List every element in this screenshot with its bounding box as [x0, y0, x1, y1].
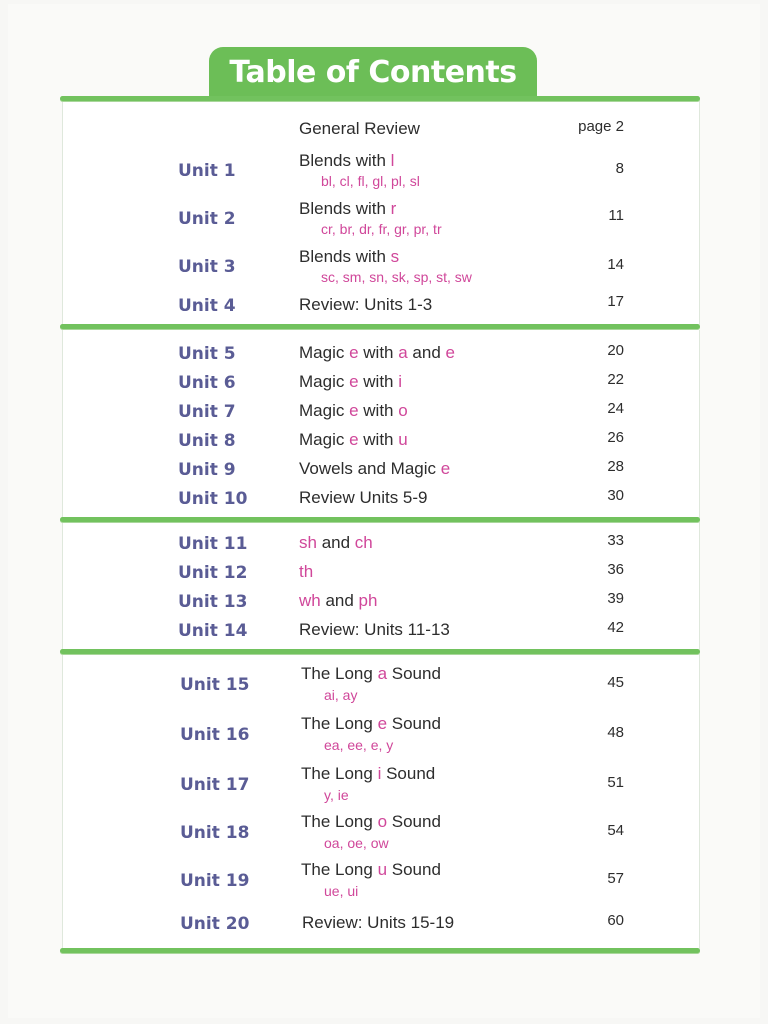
- unit-label: Unit 9: [178, 460, 236, 480]
- unit-label: Unit 10: [178, 489, 248, 509]
- unit-label: Unit 6: [178, 373, 236, 393]
- unit-label: Unit 19: [180, 871, 250, 891]
- unit-subtopic: bl, cl, fl, gl, pl, sl: [321, 173, 420, 189]
- unit-topic: Blends with r: [299, 199, 397, 218]
- page-title: Table of Contents: [209, 47, 537, 97]
- unit-page-number: 60: [607, 912, 624, 929]
- unit-page-number: 24: [607, 400, 624, 417]
- unit-topic: Magic e with u: [299, 430, 408, 449]
- unit-topic: sh and ch: [299, 533, 373, 552]
- unit-page-number: 11: [608, 207, 624, 224]
- unit-topic: The Long e Sound: [301, 714, 441, 733]
- divider-rule: [60, 517, 700, 522]
- unit-page-number: 22: [607, 371, 624, 388]
- unit-label: Unit 12: [178, 563, 248, 583]
- unit-label: Unit 3: [178, 257, 236, 277]
- unit-label: Unit 4: [178, 296, 236, 316]
- unit-topic: Magic e with o: [299, 401, 408, 420]
- unit-topic: th: [299, 562, 314, 581]
- unit-page-number: 17: [607, 293, 624, 310]
- unit-page-number: 57: [607, 870, 624, 887]
- unit-subtopic: cr, br, dr, fr, gr, pr, tr: [321, 221, 442, 237]
- unit-topic: Vowels and Magic e: [299, 459, 451, 478]
- unit-subtopic: ai, ay: [324, 687, 358, 703]
- unit-label: Unit 11: [178, 534, 248, 554]
- unit-label: Unit 20: [180, 914, 250, 934]
- unit-page-number: 28: [607, 458, 624, 475]
- unit-label: Unit 15: [180, 675, 250, 695]
- unit-page-number: 8: [615, 160, 624, 177]
- unit-subtopic: y, ie: [324, 787, 349, 803]
- unit-subtopic: ue, ui: [324, 883, 359, 899]
- unit-page-number: 45: [607, 674, 624, 691]
- section-panel-4: [62, 654, 700, 949]
- general-review-label: General Review: [299, 119, 420, 138]
- unit-topic: Blends with l: [299, 151, 395, 170]
- general-review-page: page 2: [578, 118, 624, 135]
- unit-topic: Review: Units 11-13: [299, 620, 450, 639]
- unit-label: Unit 1: [178, 161, 236, 181]
- unit-page-number: 30: [607, 487, 624, 504]
- unit-subtopic: oa, oe, ow: [324, 835, 389, 851]
- unit-page-number: 20: [607, 342, 624, 359]
- unit-label: Unit 7: [178, 402, 236, 422]
- unit-label: Unit 5: [178, 344, 236, 364]
- unit-label: Unit 13: [178, 592, 248, 612]
- divider-rule: [60, 324, 700, 329]
- unit-topic: The Long o Sound: [301, 812, 441, 831]
- unit-subtopic: ea, ee, e, y: [324, 737, 394, 753]
- unit-label: Unit 18: [180, 823, 250, 843]
- divider-rule: [60, 948, 700, 953]
- unit-label: Unit 14: [178, 621, 248, 641]
- unit-topic: The Long u Sound: [301, 860, 441, 879]
- unit-page-number: 54: [607, 822, 624, 839]
- unit-page-number: 26: [607, 429, 624, 446]
- unit-page-number: 14: [607, 256, 624, 273]
- unit-label: Unit 16: [180, 725, 250, 745]
- unit-page-number: 36: [607, 561, 624, 578]
- unit-topic: Review Units 5-9: [299, 488, 428, 507]
- unit-label: Unit 8: [178, 431, 236, 451]
- unit-topic: wh and ph: [299, 591, 378, 610]
- unit-page-number: 51: [607, 774, 624, 791]
- unit-label: Unit 2: [178, 209, 236, 229]
- unit-topic: Blends with s: [299, 247, 400, 266]
- unit-page-number: 39: [607, 590, 624, 607]
- unit-subtopic: sc, sm, sn, sk, sp, st, sw: [321, 269, 472, 285]
- unit-page-number: 33: [607, 532, 624, 549]
- divider-rule: [60, 649, 700, 654]
- unit-topic: The Long i Sound: [301, 764, 436, 783]
- divider-rule: [60, 96, 700, 101]
- unit-topic: Magic e with a and e: [299, 343, 455, 362]
- unit-page-number: 42: [607, 619, 624, 636]
- unit-label: Unit 17: [180, 775, 250, 795]
- unit-topic: Review: Units 1-3: [299, 295, 433, 314]
- unit-topic: Magic e with i: [299, 372, 403, 391]
- unit-topic: The Long a Sound: [301, 664, 441, 683]
- unit-topic: Review: Units 15-19: [302, 913, 455, 932]
- unit-page-number: 48: [607, 724, 624, 741]
